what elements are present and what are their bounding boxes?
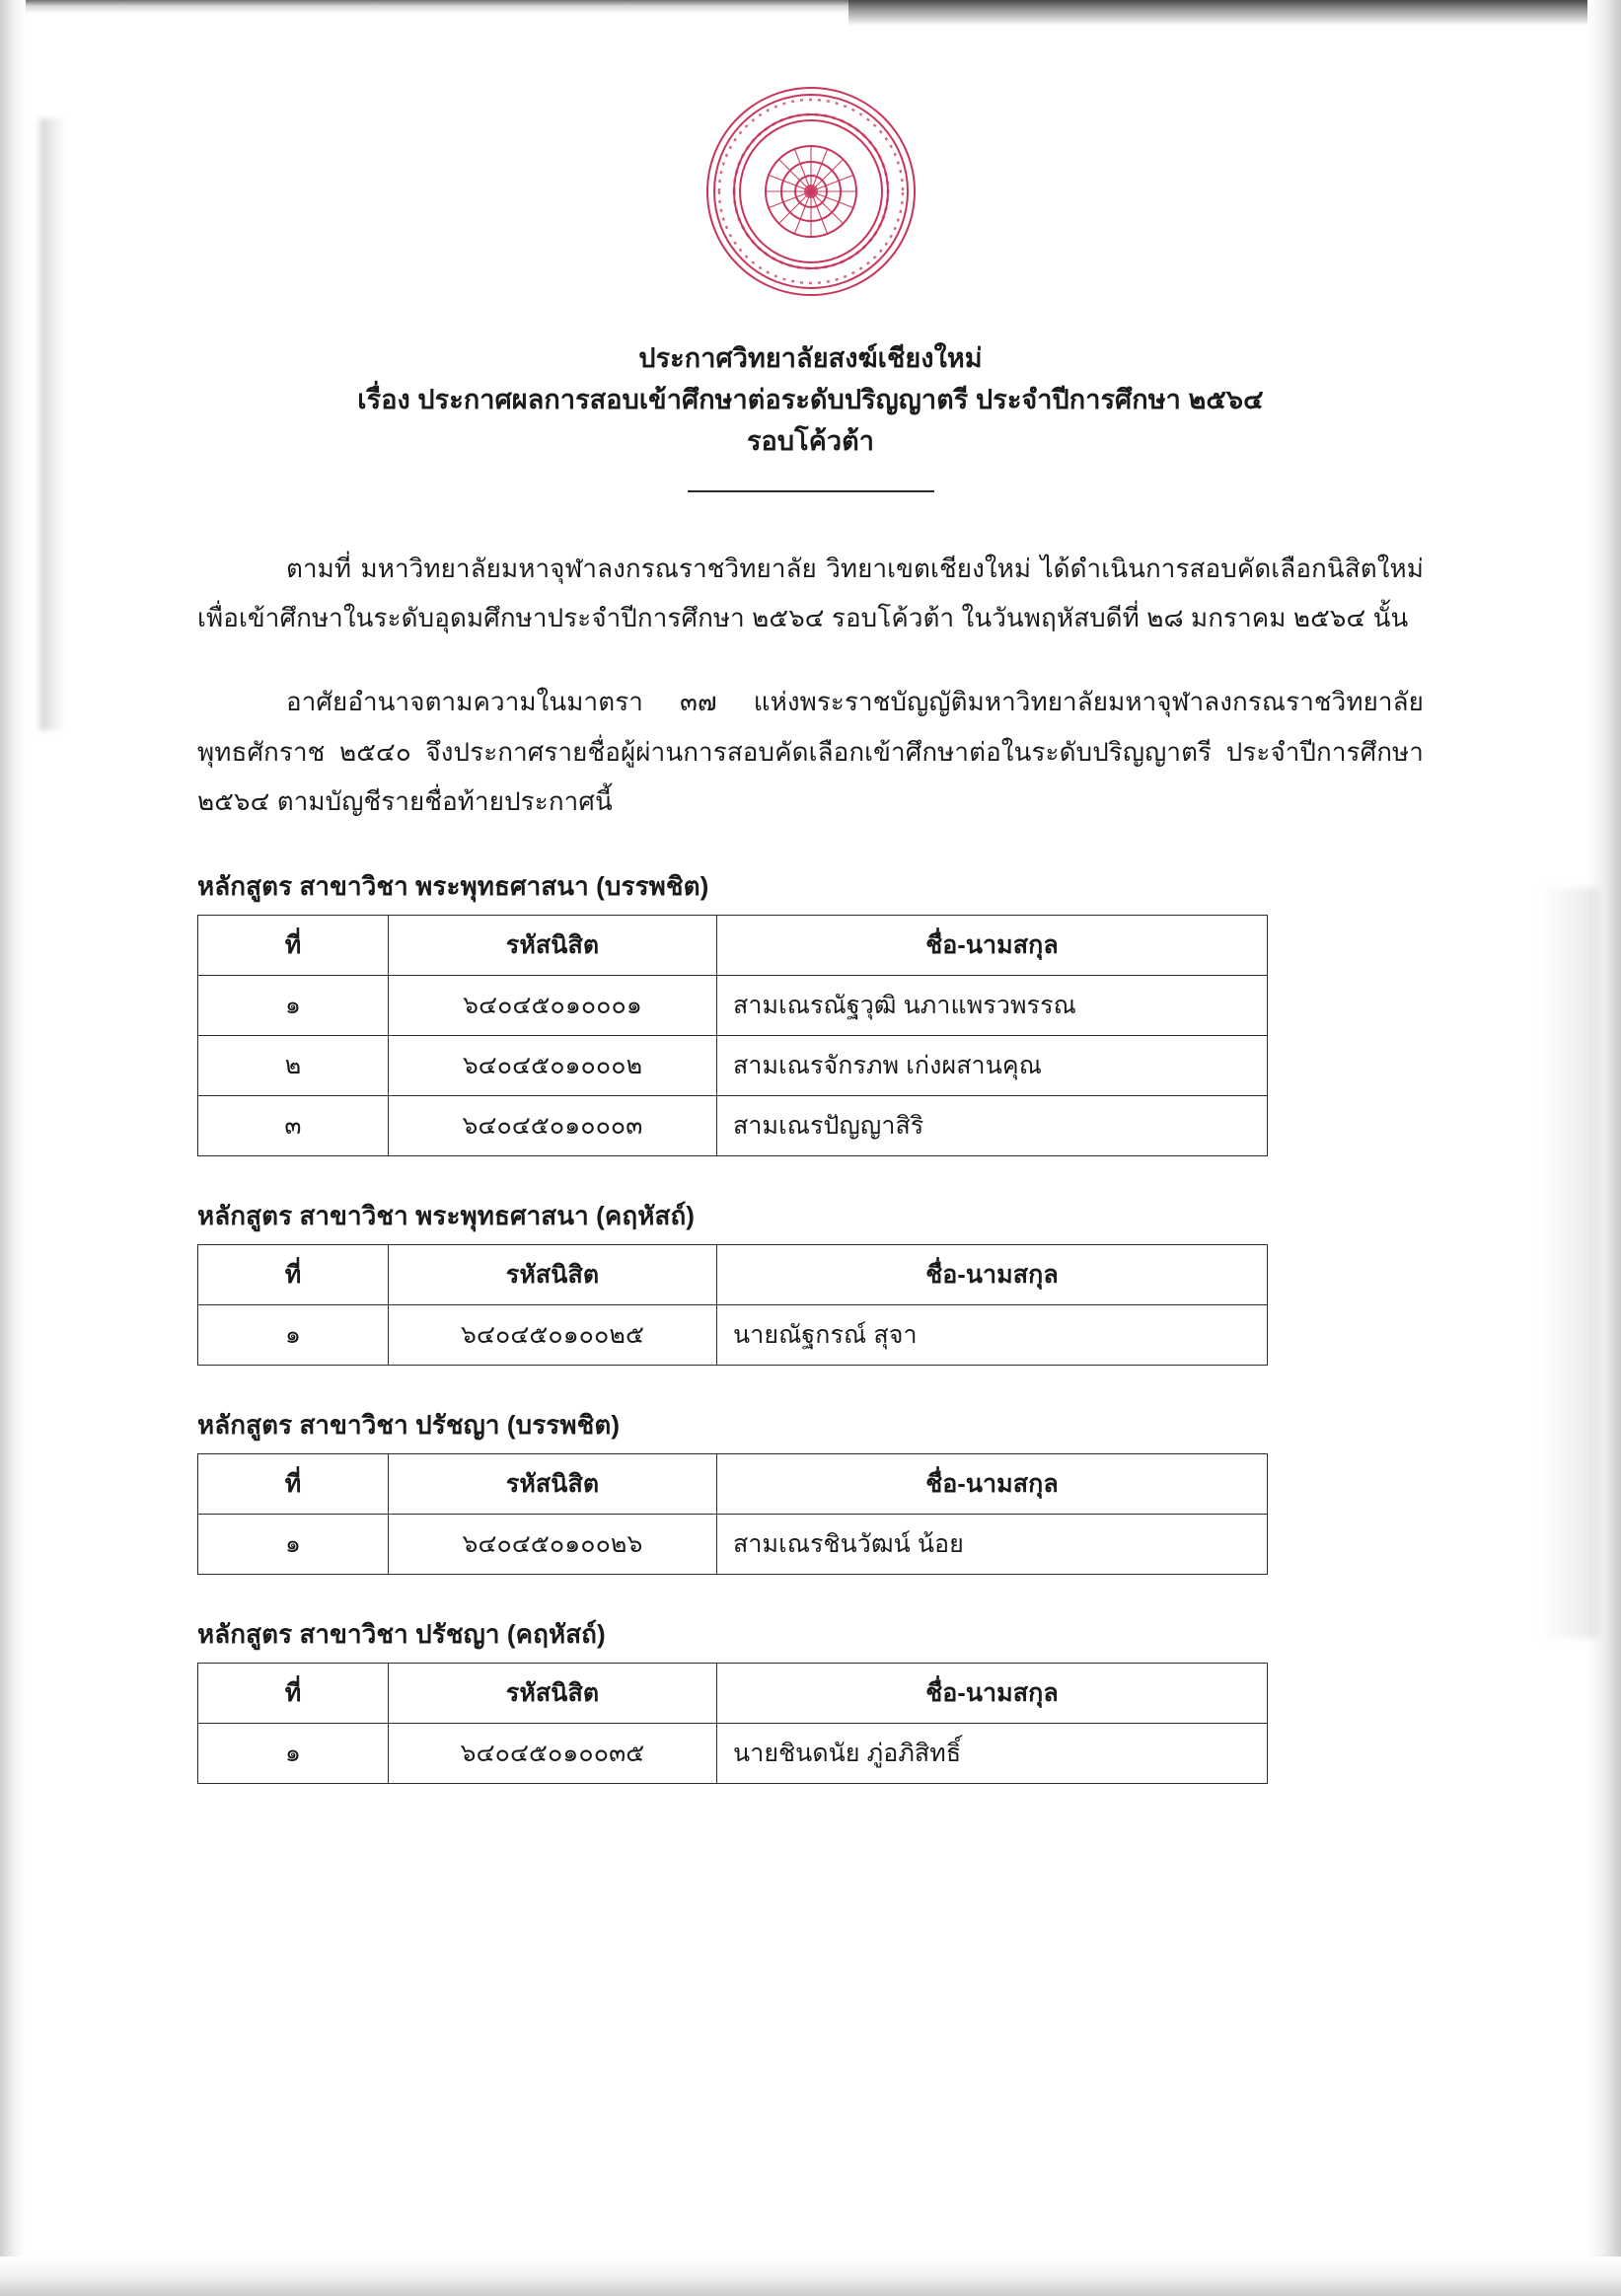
column-header-student-id: รหัสนิสิต bbox=[389, 1453, 717, 1514]
column-header-no: ที่ bbox=[198, 1244, 389, 1304]
table-row bbox=[198, 1723, 1268, 1783]
cell-student-id: ๖๔๐๔๕๐๑๐๐๒๕ bbox=[389, 1304, 717, 1365]
program-section bbox=[197, 866, 1424, 1156]
cell-no: ๑ bbox=[198, 1514, 389, 1574]
column-header-name: ชื่อ-นามสกุล bbox=[717, 1663, 1268, 1723]
table-row bbox=[198, 1095, 1268, 1155]
body-paragraph-2 bbox=[197, 677, 1424, 827]
cell-name: นายณัฐกรณ์ สุจา bbox=[717, 1304, 1268, 1365]
table-row bbox=[198, 1035, 1268, 1095]
program-section bbox=[197, 1614, 1424, 1784]
cell-student-id: ๖๔๐๔๕๐๑๐๐๓๕ bbox=[389, 1723, 717, 1783]
column-header-name: ชื่อ-นามสกุล bbox=[717, 915, 1268, 975]
seal-container bbox=[197, 0, 1424, 299]
cell-name: นายชินดนัย ภู่อภิสิทธิ์ bbox=[717, 1723, 1268, 1783]
title-line-2: เรื่อง ประกาศผลการสอบเข้าศึกษาต่อระดับปริญญาตรี ประจำปีการศึกษา ๒๕๖๔ bbox=[357, 384, 1264, 414]
column-header-student-id: รหัสนิสิต bbox=[389, 1244, 717, 1304]
cell-student-id: ๖๔๐๔๕๐๑๐๐๐๒ bbox=[389, 1035, 717, 1095]
section-title: หลักสูตร สาขาวิชา ปรัชญา (คฤหัสถ์) bbox=[197, 1618, 606, 1649]
column-header-student-id: รหัสนิสิต bbox=[389, 915, 717, 975]
cell-name: สามเณรชินวัฒน์ น้อย bbox=[717, 1514, 1268, 1574]
program-section bbox=[197, 1405, 1424, 1575]
table-header-row bbox=[198, 1663, 1268, 1723]
title-line-3: รอบโค้วต้า bbox=[746, 425, 875, 456]
section-title: หลักสูตร สาขาวิชา พระพุทธศาสนา (บรรพชิต) bbox=[197, 870, 709, 901]
table-header-row bbox=[198, 1244, 1268, 1304]
column-header-no: ที่ bbox=[198, 1453, 389, 1514]
results-table bbox=[197, 1453, 1268, 1575]
table-row bbox=[198, 1304, 1268, 1365]
cell-no: ๓ bbox=[198, 1095, 389, 1155]
cell-name: สามเณรจักรภพ เก่งผสานคุณ bbox=[717, 1035, 1268, 1095]
table-header-row bbox=[198, 1453, 1268, 1514]
paragraph-1-text: ตามที่ มหาวิทยาลัยมหาจุฬาลงกรณราชวิทยาลัย วิทยาเขตเชียงใหม่ ได้ดำเนินการสอบคัดเลือกนิสิตใหม่ เพื่อเข้าศึกษาในระดับอุดมศึกษาประจำปีการศึกษา ๒๕๖๔ รอบโค้วต้า ในวันพฤหัสบดีที่ ๒๘ มกราคม ๒๕๖๔ นั้น bbox=[197, 553, 1424, 633]
column-header-student-id: รหัสนิสิต bbox=[389, 1663, 717, 1723]
cell-no: ๑ bbox=[198, 975, 389, 1035]
column-header-no: ที่ bbox=[198, 915, 389, 975]
results-table bbox=[197, 915, 1268, 1156]
document-title bbox=[197, 338, 1424, 463]
cell-name: สามเณรปัญญาสิริ bbox=[717, 1095, 1268, 1155]
column-header-no: ที่ bbox=[198, 1663, 389, 1723]
cell-name: สามเณรณัฐวุฒิ นภาแพรวพรรณ bbox=[717, 975, 1268, 1035]
section-title: หลักสูตร สาขาวิชา พระพุทธศาสนา (คฤหัสถ์) bbox=[197, 1200, 696, 1230]
scan-edge-bottom bbox=[0, 2257, 1621, 2296]
title-line-1: ประกาศวิทยาลัยสงฆ์เชียงใหม่ bbox=[638, 343, 983, 373]
section-title: หลักสูตร สาขาวิชา ปรัชญา (บรรพชิต) bbox=[197, 1409, 621, 1440]
paragraph-2-text: อาศัยอำนาจตามความในมาตรา ๓๗ แห่งพระราชบัญญัติมหาวิทยาลัยมหาจุฬาลงกรณราชวิทยาลัย พุทธศักราช ๒๕๔๐ จึงประกาศรายชื่อผู้ผ่านการสอบคัดเลือกเข้าศึกษาต่อในระดับปริญญาตรี ประจำปีการศึกษา ๒๕๖๔ ตามบัญชีรายชื่อท้ายประกาศนี้ bbox=[197, 686, 1424, 817]
table-header-row bbox=[198, 915, 1268, 975]
program-section bbox=[197, 1196, 1424, 1366]
title-divider bbox=[688, 490, 934, 492]
column-header-name: ชื่อ-นามสกุล bbox=[717, 1244, 1268, 1304]
cell-student-id: ๖๔๐๔๕๐๑๐๐๐๓ bbox=[389, 1095, 717, 1155]
cell-no: ๑ bbox=[198, 1723, 389, 1783]
cell-student-id: ๖๔๐๔๕๐๑๐๐๐๑ bbox=[389, 975, 717, 1035]
table-row bbox=[198, 1514, 1268, 1574]
column-header-name: ชื่อ-นามสกุล bbox=[717, 1453, 1268, 1514]
university-seal-icon bbox=[703, 84, 919, 299]
body-paragraph-1 bbox=[197, 544, 1424, 643]
cell-student-id: ๖๔๐๔๕๐๑๐๐๒๖ bbox=[389, 1514, 717, 1574]
table-row bbox=[198, 975, 1268, 1035]
results-table bbox=[197, 1244, 1268, 1366]
cell-no: ๒ bbox=[198, 1035, 389, 1095]
cell-no: ๑ bbox=[198, 1304, 389, 1365]
results-table bbox=[197, 1663, 1268, 1784]
